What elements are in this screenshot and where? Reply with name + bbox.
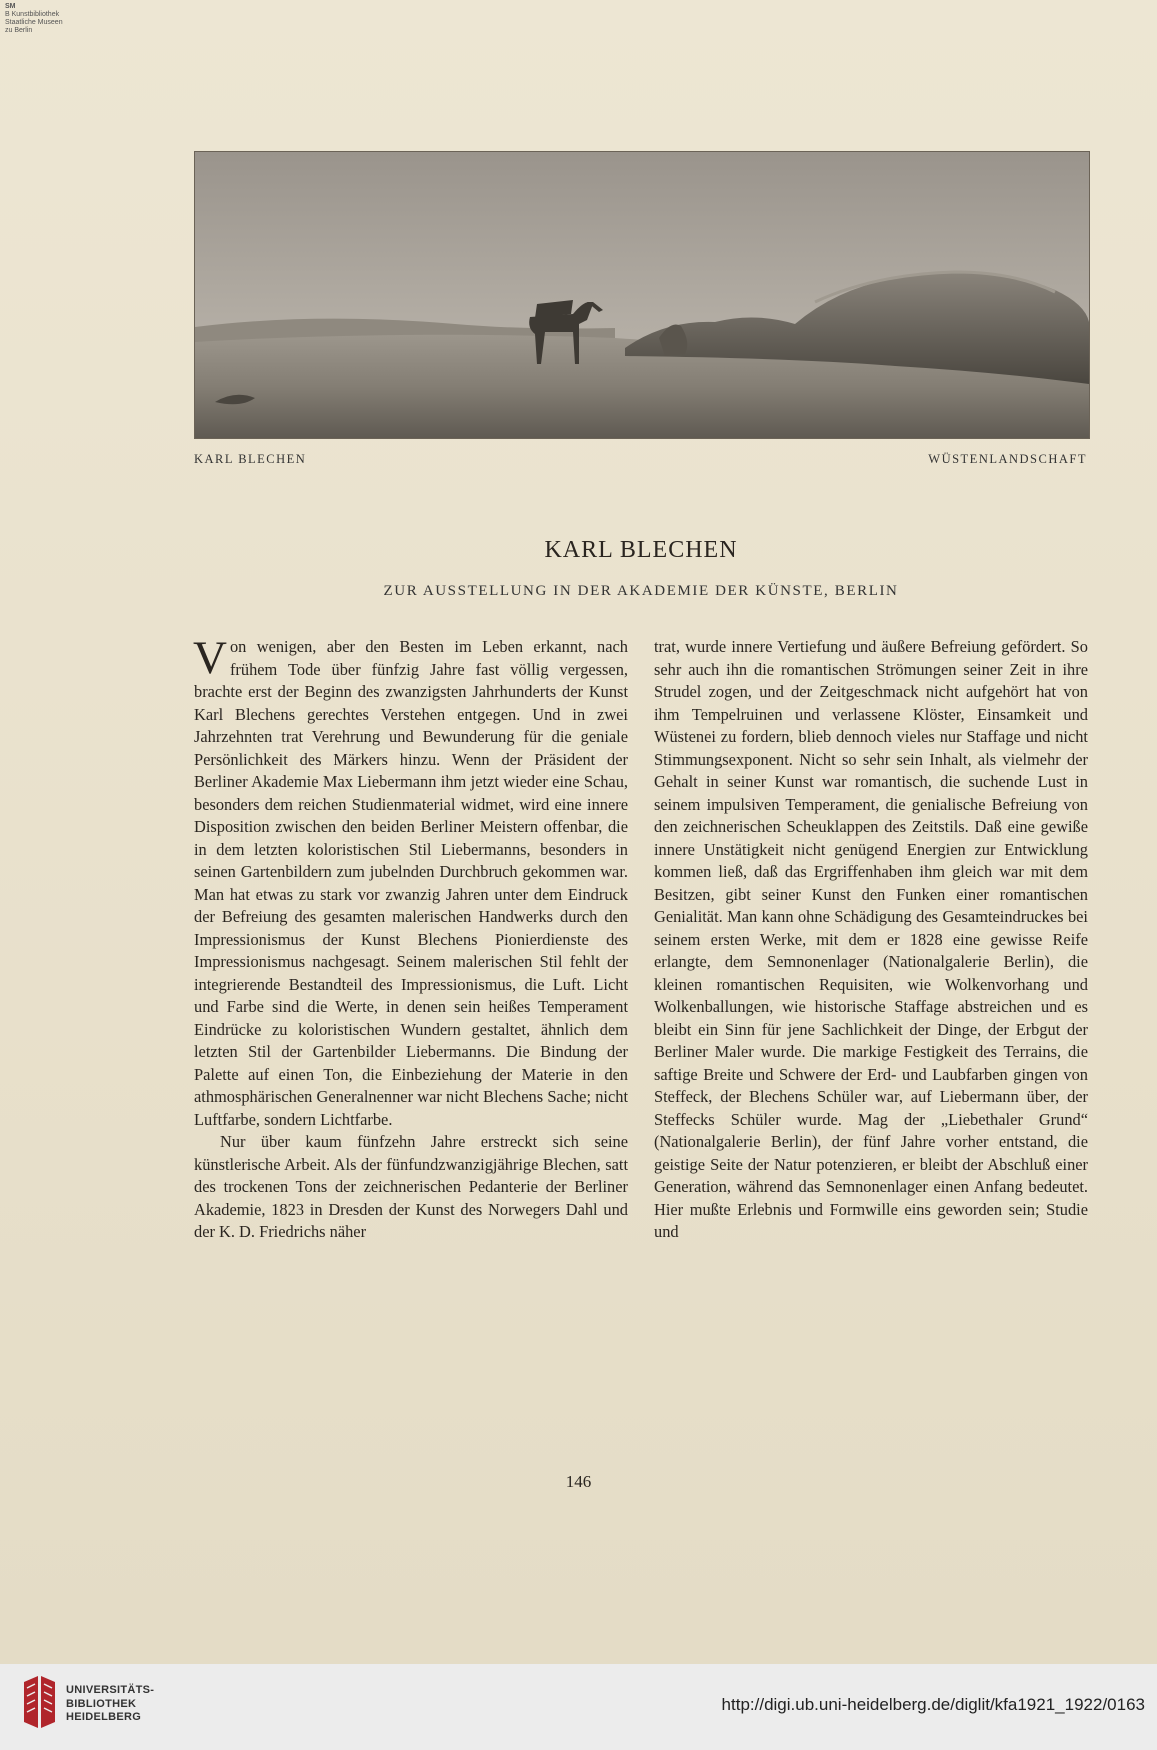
- desert-landscape-image: [195, 152, 1089, 438]
- text-column-right: [654, 636, 1088, 1244]
- stamp-line: Staatliche Museen: [5, 19, 63, 26]
- image-caption-artist: KARL BLECHEN: [194, 452, 307, 466]
- paragraph-text: on wenigen, aber den Besten im Leben erkannt, nach frühem Tode über fünfzig Jahre fast völlig vergessen, brachte erst der Beginn des zwanzigsten Jahrhunderts der Kunst Karl Blechens gerechtes Verstehen entgegen. Und in zwei Jahrzehnten trat Verehrung und Bewunderung für die geniale Persönlichkeit des Märkers hinzu. Wenn der Präsident der Berliner Akademie Max Liebermann ihm jetzt wieder eine Schau, besonders dem reichen Studienmaterial widmet, wird eine innere Disposition zwischen den beiden Berliner Meistern offenbar, die in dem letzten koloristischen Stil Liebermanns, besonders in seinen Gartenbildern zum jubelnden Durchbruch gekommen war. Man hat etwas zu stark vor zwanzig Jahren unter dem Eindruck der Befreiung des gesamten malerischen Handwerks durch den Impressionismus der Kunst Blechens Pionierdienste des Impressionismus nachgesagt. Seinem malerischen Stil fehlt der integrierende Bestandteil des Impressionismus, die Luft. Licht und Farbe sind die Werte, in denen sein heißes Temperament Eindrücke zu koloristischen Wundern gestaltet, ähnlich dem letzten Stil der Gartenbilder Liebermanns. Die Bindung der Palette auf einen Ton, die Einbeziehung der Materie in den athmosphärischen Generalnenner war nicht Blechens Sache; nicht Luftfarbe, sondern Lichtfarbe.: [194, 637, 628, 1129]
- paragraph: trat, wurde innere Vertiefung und äußere Befreiung gefördert. So sehr auch ihn die romantischen Strömungen seiner Zeit in ihre Strudel zogen, und der Zeitgeschmack nicht aufgehört hat von ihm Tempelruinen und verlassene Klöster, Einsamkeit und Wüstenei zu fordern, blieb dennoch vieles nur Staffage und nicht Stimmungsexponent. Nicht so sehr sein Inhalt, als vielmehr der Gehalt in seiner Kunst war romantisch, die suchende Lust in seinem impulsiven Temperament, die genialische Befreiung von den zeichnerischen Scheuklappen des Zeitstils. Daß eine gewiße innere Unstätigkeit nicht genügend Energien zur Entwicklung kommen ließ, daß das Ergriffenhaben ihm gleich war mit dem Besitzen, gibt seiner Kunst den Funken einer romantischen Genialität. Man kann ohne Schädigung des Gesamteindruckes bei seinem ersten Werke, mit dem er 1828 eine gewisse Reife erlangte, dem Semnonenlager (Nationalgalerie Berlin), die kleinen romantischen Requisiten, wie Wolkenvorhang und Wolkenballungen, wie historische Staffage abstreichen und es bleibt ein Sinn für jene Sachlichkeit der Dinge, der Erbgut der Berliner Maler wurde. Die markige Festigkeit des Terrains, die saftige Breite und Schwere der Erd- und Laubfarben gingen von Steffeck, der Blechens Schüler war, auf Liebermann über, der Steffecks Schüler wurde. Mag der „Liebethaler Grund“ (Nationalgalerie Berlin), der fünf Jahre vorher entstand, die geistige Seite der Natur potenzieren, er bleibt der Abschluß einer Generation, während das Semnonenlager einen Anfang bedeutet. Hier mußte Erlebnis und Formwille eins geworden sein; Studie und: [654, 637, 1088, 1241]
- page-number: 146: [565, 1472, 592, 1491]
- repository-footer: [0, 1664, 1157, 1750]
- painting-plate: [194, 151, 1090, 439]
- stamp-line: zu Berlin: [5, 27, 33, 34]
- stamp-line: B Kunstbibliothek: [5, 11, 60, 18]
- university-library-logo-icon: [22, 1676, 58, 1728]
- library-name-line: HEIDELBERG: [66, 1711, 142, 1723]
- paragraph: [193, 632, 628, 1131]
- library-name: [66, 1684, 154, 1725]
- drop-cap: V: [193, 632, 227, 684]
- library-name-line: BIBLIOTHEK: [66, 1697, 137, 1710]
- article-subtitle: ZUR AUSSTELLUNG IN DER AKADEMIE DER KÜNSTE, BERLIN: [383, 583, 899, 599]
- library-name-line: UNIVERSITÄTS-: [66, 1684, 155, 1696]
- image-caption-title: WÜSTENLANDSCHAFT: [928, 452, 1087, 466]
- paragraph: Nur über kaum fünfzehn Jahre erstreckt sich seine künstlerische Arbeit. Als der fünfundzwanzigjährige Blechen, satt des trockenen Tons der zeichnerischen Pedanterie der Berliner Akademie, 1823 in Dresden der Kunst des Norwegers Dahl und der K. D. Friedrichs näher: [194, 1132, 628, 1241]
- library-stamp: [5, 3, 63, 35]
- text-column-left: [193, 632, 628, 1244]
- stamp-line: SM: [5, 3, 16, 10]
- source-url: http://digi.ub.uni-heidelberg.de/diglit/kfa1921_1922/0163: [721, 1695, 1145, 1714]
- article-title: KARL BLECHEN: [544, 537, 738, 563]
